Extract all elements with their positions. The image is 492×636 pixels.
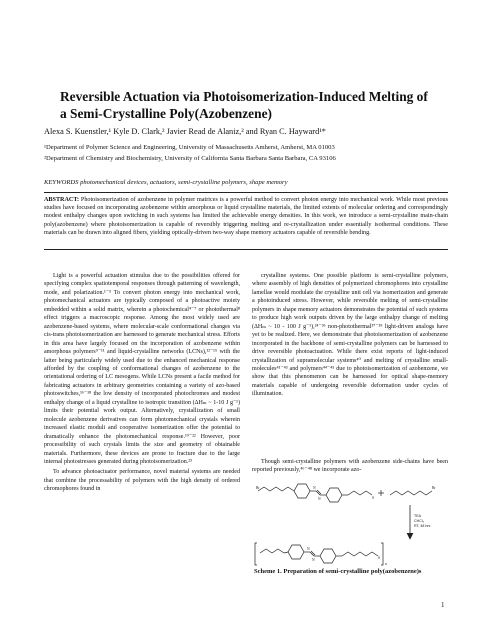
svg-text:N: N	[318, 497, 321, 501]
svg-text:S: S	[378, 556, 380, 560]
atom-labels	[256, 486, 436, 566]
svg-text:N: N	[313, 486, 316, 490]
scheme-condition-1: TEA	[414, 514, 421, 518]
paragraph: To advance photoactuator performance, novel material systems are needed that combine the processability of polymers with the high density of ordered chromophores found in	[44, 469, 240, 493]
abstract-text: Photoisomerization of azobenzene in polymer matrices is a powerful method to convert photon energy into mechanical work. While most previous studies have focused on incorporating azobenzene within amorphous or liquid crystalline materials, the limited extents of molecular ordering and correspondingly modest enthalpy changes upon switching in such systems has limited the achievable energy densities. In this work, we introduce a semi-crystalline main-chain poly(azobenzene) where photoisomerization is capable of reversibly triggering melting and re-crystallization under essentially isothermal conditions. These materials can be drawn into aligned fibers, yielding optically-driven two-way shape memory actuators capable of reversible bending.	[44, 197, 448, 236]
divider-top	[44, 192, 448, 193]
affiliation-2: ²Department of Chemistry and Biochemistry, University of California Santa Barbara Santa Barbara, CA 93106	[44, 155, 336, 162]
scheme-condition-3: RT, 48 hrs	[414, 524, 431, 528]
paragraph: Light is a powerful actuation stimulus due to the possibilities offered for specifying complex spatiotemporal responses through patterning of wavelength, mode, and polarization.¹⁻³ To convert photon energy into mechanical work, photomechanical actuators are typically composed of a photoactive moiety embedded within a solid matrix, wherein a photochemical⁴⁻⁷ or photothermal⁸ effect triggers a macroscopic response. Among the most widely used are azobenzene-based systems, where molecular-scale conformational changes via cis-trans photoisomerization are harnessed to generate mechanical stress. Efforts in this area have largely focused on the incorporation of azobenzene within amorphous polymers⁹⁻¹¹ and liquid-crystalline networks (LCNs),¹²⁻¹⁵ with the latter being particularly widely used due to the enhanced mechanical response afforded by the coupling of conformational changes of azobenzene to the orientational ordering of LC mesogens. While LCNs present a facile method for fabricating actuators in arbitrary geometries containing a variety of azo-based photoswitches,¹⁶⁻¹⁸ the low density of incorporated photochromes and modest enthalpy change of a liquid crystalline to isotropic transition (ΔHₘ ~ 1-10 J g⁻¹) limits their potential work output. Alternatively, crystallization of small molecule azobenzene derivatives can form photomechanical crystals wherein increased elastic moduli and cooperative isomerization offer the potential to dramatically enhance the photomechanical response.¹⁹⁻²² However, poor processibility of such crystals limits the size and geometry of obtainable materials. Furthermore, these devices are prone to fracture due to the large internal photostresses generated during photoisomerization.²³	[44, 273, 240, 465]
abstract	[44, 196, 448, 237]
reaction-scheme-drawing	[254, 479, 448, 567]
scheme-caption: Scheme 1. Preparation of semi-crystalline poly(azobenzene)s	[254, 568, 422, 575]
body-column-left	[44, 272, 240, 494]
paragraph: Though semi-crystalline polymers with azobenzene side-chains have been reported previously,⁴⁶⁻⁴⁸ we incorporate azo-	[252, 459, 448, 474]
paragraph: crystalline systems. One possible platform is semi-crystalline polymers, where assembly of high densities of polymerized chromophores into crystalline lamellae would modulate the crystalline unit cell via isomerization and generate a photoinduced stress. However, while reversible melting of semi-crystalline polymers in shape memory actuators demonstrates the potential of such systems to produce high work outputs driven by the large enthalpy change of melting (ΔHₘ ~ 10 - 100 J g⁻¹),²⁴⁻³⁶ non-photothermal³⁷⁻³⁹ light-driven analogs have yet to be realized. Here, we demonstrate that photoisomerization of azobenzene incorporated in the backbone of semi-crystalline polymers can be harnessed to drive reversible photoactuation. While there exist reports of light-induced crystallization of supramolecular systems⁴⁰ and melting of crystalline small-molecules⁴¹⁻⁴³ and polymers⁴⁴⁻⁴⁵ due to photoisomerization of azobenzene, we show that this phenomenon can be harnessed for optical shape-memory materials capable of undergoing reversible deformation under cycles of illumination.	[252, 273, 448, 398]
svg-text:Br: Br	[432, 486, 436, 490]
paper-title: Reversible Actuation via Photoisomerization-Induced Melting of a Semi-Crystalline Poly(Azobenzene)	[60, 89, 428, 121]
scheme-condition-2: CHCl₃	[414, 519, 425, 523]
keywords: KEYWORDS photomechanical devices, actuators, semi-crystalline polymers, shape memory	[44, 179, 288, 186]
svg-text:N: N	[312, 558, 315, 562]
svg-text:n: n	[385, 562, 387, 566]
reactant-structures	[255, 484, 432, 565]
abstract-label: ABSTRACT:	[44, 197, 80, 203]
svg-text:S: S	[372, 496, 374, 500]
body-column-right	[252, 272, 448, 399]
divider-bottom	[44, 249, 448, 250]
affiliation-1: ¹Department of Polymer Science and Engineering, University of Massachusetts Amherst, Amherst, MA 01003	[44, 144, 335, 151]
reaction-scheme	[254, 479, 448, 567]
svg-text:N: N	[307, 547, 310, 551]
author-list: Alexa S. Kuenstler,¹ Kyle D. Clark,² Javier Read de Alaniz,² and Ryan C. Hayward¹*	[44, 127, 326, 136]
svg-text:Br: Br	[256, 486, 260, 490]
page-number: 1	[441, 601, 445, 609]
body-column-right-continued	[252, 458, 448, 475]
